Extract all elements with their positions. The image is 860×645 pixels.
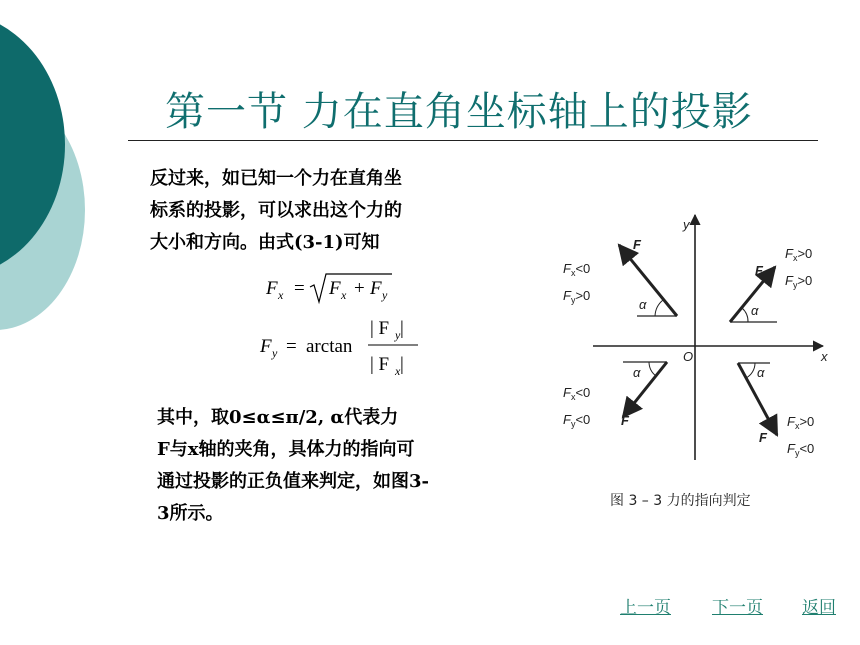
formula-denominator-close: | bbox=[400, 354, 404, 375]
force-arrow-q2 bbox=[619, 245, 677, 316]
alpha-label-q2: α bbox=[639, 297, 647, 312]
formula-fy-lhs: F bbox=[260, 336, 272, 357]
formula-equals-2: = bbox=[286, 336, 297, 357]
angle-arc-q4 bbox=[746, 363, 755, 378]
back-link[interactable]: 返回 bbox=[802, 598, 836, 618]
formula-sqrt-a-sub: x bbox=[341, 288, 347, 302]
prev-page-link[interactable]: 上一页 bbox=[620, 598, 671, 618]
title-divider bbox=[128, 140, 818, 141]
alpha-label-q3: α bbox=[633, 365, 641, 380]
q4-fx-label: $F_x>0$ bbox=[787, 414, 815, 431]
formula-sqrt-b-sub: y bbox=[382, 288, 388, 302]
paragraph-line: 反过来，如已知一个力在直角坐 bbox=[150, 168, 402, 189]
paragraph-line: 3所示。 bbox=[157, 503, 224, 524]
formula-fy-lhs-sub: y bbox=[272, 346, 278, 360]
formula-sqrt-b: F bbox=[370, 278, 382, 299]
paragraph-line: F与x轴的夹角，具体力的指向可 bbox=[157, 439, 415, 460]
q4-fy-label: $F_y<0$ bbox=[787, 441, 815, 458]
q3-fx-label: $F_x<0$ bbox=[563, 385, 591, 402]
angle-arc-q3 bbox=[649, 362, 656, 376]
q1-fx-label: $F_x>0$ bbox=[785, 246, 813, 263]
alpha-label-q4: α bbox=[757, 365, 765, 380]
paragraph-line: 通过投影的正负值来判定，如图3- bbox=[157, 471, 429, 492]
next-page-link[interactable]: 下一页 bbox=[712, 598, 763, 618]
q2-fy-label: $F_y>0$ bbox=[563, 288, 591, 305]
angle-arc-q2 bbox=[655, 300, 663, 316]
paragraph-intro bbox=[150, 163, 510, 259]
formula-denominator-sub: x bbox=[395, 364, 401, 378]
force-label-q1: F bbox=[755, 263, 763, 278]
q3-fy-label: $F_y<0$ bbox=[563, 412, 591, 429]
formula-numerator-sub: y bbox=[395, 328, 401, 342]
force-label-q3: F bbox=[621, 413, 629, 428]
x-axis-label: x bbox=[821, 349, 828, 364]
alpha-label-q1: α bbox=[751, 303, 759, 318]
slide-title: 第一节 力在直角坐标轴上的投影 bbox=[165, 89, 753, 135]
angle-arc-q1 bbox=[742, 308, 748, 322]
paragraph-line: 大小和方向。由式(3-1)可知 bbox=[150, 232, 380, 253]
formula-fx-lhs-sub: x bbox=[278, 288, 284, 302]
formula-numerator: | F bbox=[370, 318, 390, 339]
formula-plus: + bbox=[354, 278, 365, 299]
formula-arctan: arctan bbox=[306, 336, 353, 357]
q2-fx-label: $F_x<0$ bbox=[563, 261, 591, 278]
q1-fy-label: $F_y>0$ bbox=[785, 273, 813, 290]
formula-sqrt-a: F bbox=[329, 278, 341, 299]
y-axis-label: y bbox=[683, 217, 690, 232]
force-direction-figure bbox=[555, 205, 845, 525]
paragraph-line: 其中，取0≤α≤π/2, α代表力 bbox=[157, 407, 399, 428]
force-label-q4: F bbox=[759, 430, 767, 445]
force-label-q2: F bbox=[633, 237, 641, 252]
paragraph-line: 标系的投影，可以求出这个力的 bbox=[150, 200, 402, 221]
formula-numerator-close: | bbox=[400, 318, 404, 339]
formula-block bbox=[240, 268, 460, 388]
paragraph-explanation bbox=[157, 402, 522, 530]
figure-caption: 图 3 – 3 力的指向判定 bbox=[610, 493, 751, 509]
formula-fx-lhs: F bbox=[266, 278, 278, 299]
origin-label: O bbox=[683, 349, 694, 364]
force-arrow-q3 bbox=[623, 362, 667, 417]
formula-denominator: | F bbox=[370, 354, 390, 375]
formula-equals-1: = bbox=[294, 278, 305, 299]
